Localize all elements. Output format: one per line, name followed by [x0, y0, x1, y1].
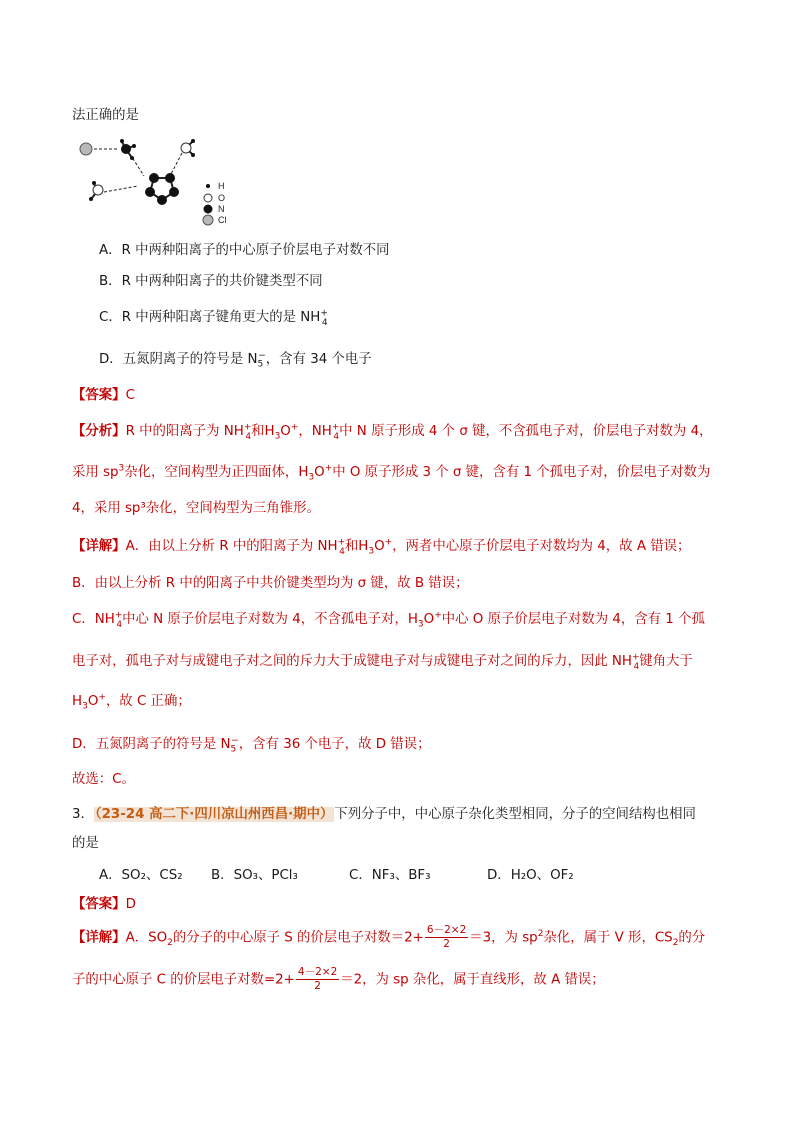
svg-text:Cl: Cl	[218, 215, 227, 225]
atom-legend	[203, 181, 227, 225]
answer-line: 【答案】C	[72, 388, 135, 403]
svg-text:O: O	[218, 193, 226, 203]
detail-d: D．五氮阴离子的符号是 $N_5^-$，含有 36 个电子，故 D 错误；	[72, 735, 431, 755]
option-b: B．R 中两种阳离子的共价键类型不同	[99, 274, 323, 289]
molecular-structure-figure	[72, 128, 252, 228]
q3-detail-line-2: 子的中心原子 C 的价层电子对数=2+ $\frac{4-2\times 2}{2}$ ＝2，为 sp 杂化，属于直线形，故 A 错误；	[72, 966, 605, 992]
q3-answer-line: 【答案】D	[72, 897, 136, 912]
detail-a: 【详解】A．由以上分析 R 中的阳离子为 $NH^+_4$和$H_3O^+$，两者中心原子价层电子对数均为 4，故 A 错误；	[72, 537, 691, 557]
detail-conclusion: 故选：C。	[72, 772, 135, 787]
analysis-line-1: 【分析】R 中的阳离子为 $NH^+_4$和$H_3O^+$，$NH^+_4$中 N 原子形成 4 个 σ 键，不含孤电子对，价层电子对数为 4，	[72, 422, 713, 442]
option-c: C．R 中两种阳离子键角更大的是 $NH^+_4$	[99, 308, 328, 328]
svg-text:N: N	[218, 204, 225, 214]
detail-c-line-1: C．$NH^+_4$中心 N 原子价层电子对数为 4，不含孤电子对，$H_3O^+$中心 O 原子价层电子对数为 4，含有 1 个孤	[72, 610, 705, 630]
analysis-line-2: 采用 $sp^3$杂化，空间构型为正四面体，$H_3O^+$中 O 原子形成 3 个 σ 键，含有 1 个孤电子对，价层电子对数为	[72, 463, 711, 483]
option-d: D．五氮阴离子的符号是 $N_5^-$，含有 34 个电子	[99, 350, 372, 370]
q3-option-b: B．SO₃、PCl₃	[211, 868, 298, 883]
q3-option-c: C．NF₃、BF₃	[349, 868, 431, 883]
q3-option-d: D．H₂O、OF₂	[487, 868, 574, 883]
q3-detail-line-1: 【详解】A．$SO_2$的分子的中心原子 S 的价层电子对数＝2+ $\frac{6-2\times 2}{2}$ ＝3，为 $sp^2$杂化，属于 V 形，$CS_2$的分	[72, 924, 706, 950]
q3-option-a: A．SO₂、CS₂	[99, 868, 183, 883]
option-a: A．R 中两种阳离子的中心原子价层电子对数不同	[99, 243, 390, 258]
detail-b: B．由以上分析 R 中的阳离子中共价键类型均为 σ 键，故 B 错误；	[72, 576, 469, 591]
question-source-tag: （23-24 高二下·四川凉山州西昌·期中）	[94, 807, 334, 822]
svg-text:H: H	[218, 181, 225, 191]
detail-c-line-3: $H_3O^+$，故 C 正确；	[72, 692, 191, 712]
question-stem-tail: 法正确的是	[72, 108, 139, 123]
question-3-stem-cont: 的是	[72, 836, 99, 851]
question-3-stem: 3．（23-24 高二下·四川凉山州西昌·期中）下列分子中，中心原子杂化类型相同，分子的空间结构也相同	[72, 807, 696, 822]
chlorine-atom	[80, 143, 92, 155]
detail-c-line-2: 电子对，孤电子对与成键电子对之间的斥力大于成键电子对与成键电子对之间的斥力，因此 $NH^+_4$键角大于	[72, 652, 693, 672]
analysis-line-3: 4，采用 sp³杂化，空间构型为三角锥形。	[72, 501, 320, 516]
